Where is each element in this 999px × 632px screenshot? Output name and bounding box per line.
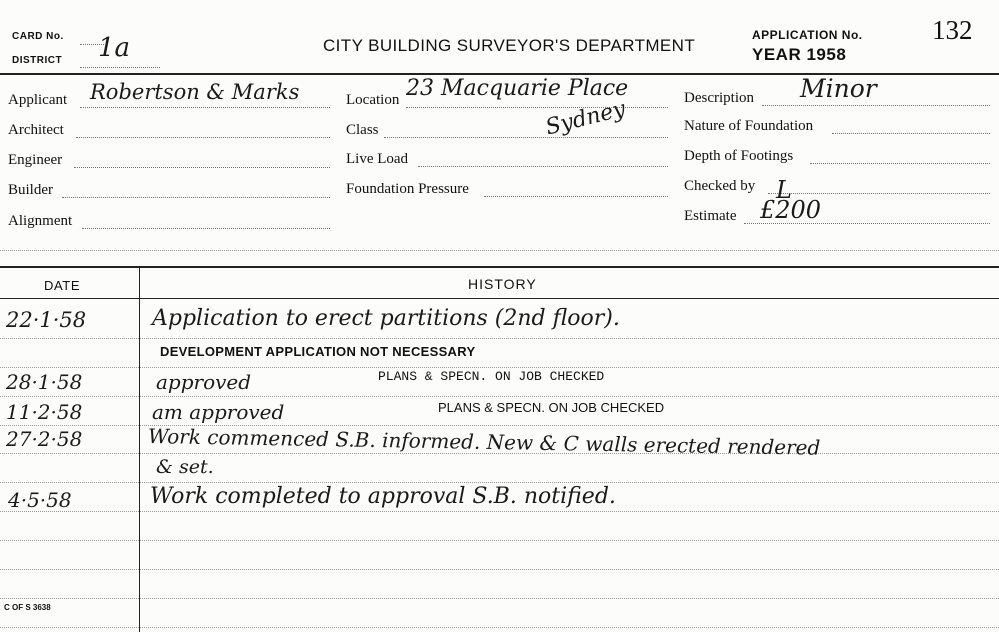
description-label: Description (684, 90, 754, 106)
foundation-pressure-label: Foundation Pressure (346, 181, 469, 197)
history-header-rule (0, 298, 999, 299)
history-text: Work completed to approval S.B. notified. (150, 484, 616, 509)
history-header: HISTORY (468, 276, 537, 292)
plans-checked-stamp: PLANS & SPECN. ON JOB CHECKED (438, 400, 665, 415)
history-date: 28·1·58 (6, 370, 83, 394)
development-stamp: DEVELOPMENT APPLICATION NOT NECESSARY (160, 344, 476, 359)
history-text: & set. (156, 456, 214, 478)
district-value: 1a (98, 33, 131, 63)
estimate-label: Estimate (684, 208, 737, 224)
date-header: DATE (44, 278, 81, 293)
history-date: 11·2·58 (6, 400, 83, 424)
application-no-label: APPLICATION No. (752, 28, 863, 42)
location-label: Location (346, 92, 400, 108)
depth-footings-label: Depth of Footings (684, 148, 794, 164)
history-text: Work commenced S.B. informed. New & C walls erected rendered (147, 424, 821, 460)
checked-by-value: L (776, 176, 792, 204)
live-load-label: Live Load (346, 151, 409, 167)
architect-label: Architect (8, 122, 64, 138)
checked-by-label: Checked by (684, 178, 756, 194)
builder-label: Builder (8, 182, 53, 198)
engineer-label: Engineer (8, 152, 63, 168)
form-code: C OF S 3638 (4, 603, 51, 612)
history-text: Application to erect partitions (2nd floor). (152, 306, 620, 331)
location-value-line2: Sydney (543, 96, 629, 141)
history-date: 22·1·58 (6, 308, 87, 332)
applicant-value: Robertson & Marks (90, 80, 300, 104)
year-label: YEAR 1958 (752, 45, 847, 64)
nature-foundation-label: Nature of Foundation (684, 118, 814, 134)
applicant-label: Applicant (8, 92, 68, 108)
district-label: DISTRICT (12, 55, 63, 66)
history-date: 4·5·58 (8, 488, 72, 512)
estimate-value: £200 (760, 196, 822, 224)
history-text: am approved (152, 400, 285, 424)
description-value: Minor (800, 74, 877, 103)
application-no-value: 132 (932, 15, 973, 45)
plans-checked-stamp: PLANS & SPECN. ON JOB CHECKED (378, 369, 605, 384)
alignment-label: Alignment (8, 213, 73, 229)
history-text: approved (156, 370, 252, 394)
history-date: 27·2·58 (6, 427, 83, 451)
date-column-divider (139, 268, 140, 632)
department-title: CITY BUILDING SURVEYOR'S DEPARTMENT (323, 36, 696, 55)
history-top-rule (0, 266, 999, 268)
location-value-line1: 23 Macquarie Place (406, 76, 629, 101)
class-label: Class (346, 122, 379, 138)
card-no-label: CARD No. (12, 31, 64, 42)
